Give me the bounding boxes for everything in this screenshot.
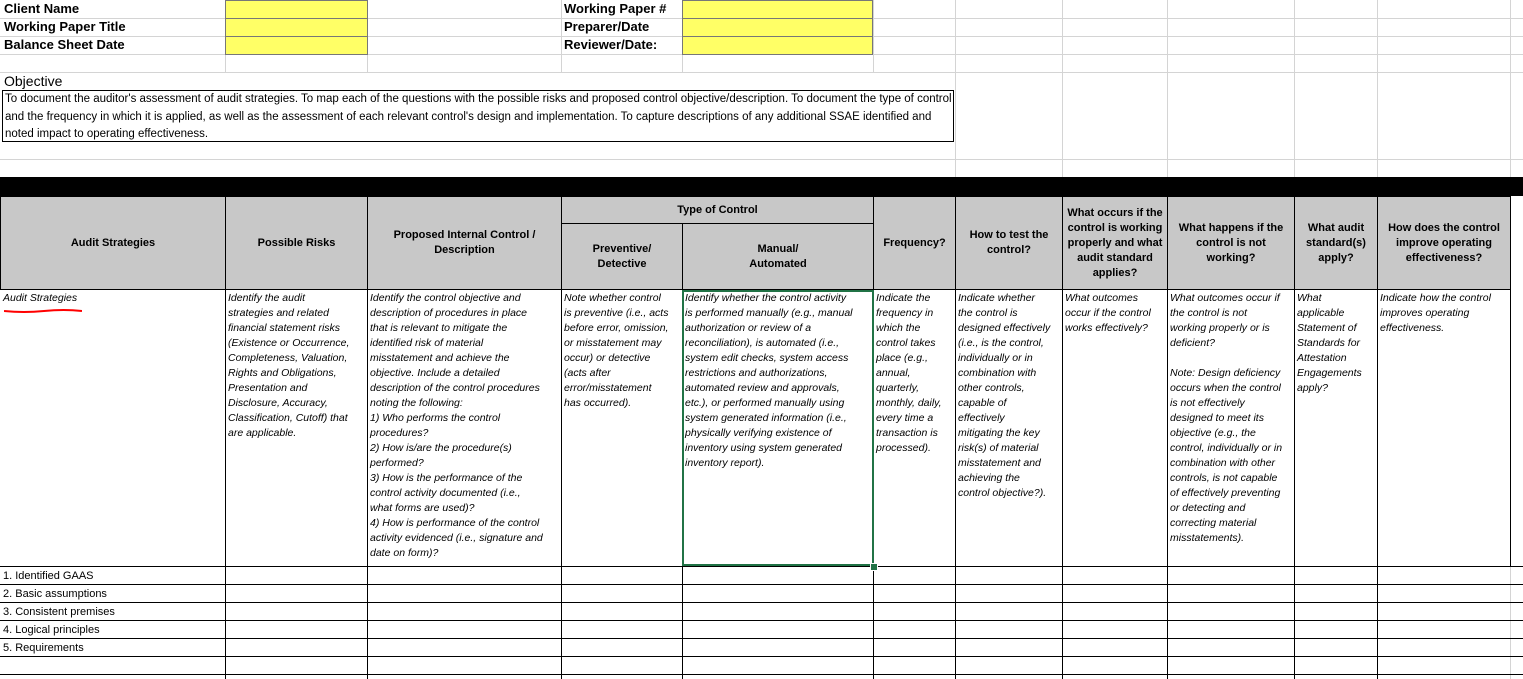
col-header-proposed-control[interactable]: Proposed Internal Control / Description (367, 196, 562, 290)
preparer-date-input[interactable] (682, 18, 873, 37)
objective-title: Objective (4, 73, 63, 89)
guidance-possible-risks[interactable]: Identify the audit strategies and related financial statement risks (Existence or Occurrence, Completeness, Valuation, Rights and Obligations, Presentation and Disclosure, Accuracy, Classification, Cutoff) that are applicable. (225, 290, 368, 566)
guidance-what-happens[interactable]: What outcomes occur if the control is not working properly or is deficient? Note: Design deficiency occurs when the control is not effectively designed to meet its objective (e.g., the control, individually or in combination with other controls, is not capable of effectively preventing or detecting and correcting material misstatements). (1167, 290, 1295, 566)
guidance-proposed-control[interactable]: Identify the control objective and description of procedures in place that is relevant to mitigate the identified risk of material misstatement and achieve the objective. Include a detailed description of the control procedures noting the following: 1) Who performs the control procedures? 2) How is/are the procedure(s) performed? 3) How is the performance of the control activity documented (i.e., what forms are used)? 4) How is performance of the control activity evidenced (i.e., signature and date on form)? (367, 290, 562, 566)
balance-sheet-date-input[interactable] (225, 36, 368, 55)
guidance-how-to-test[interactable]: Indicate whether the control is designed effectively (i.e., is the control, individually or in combination with other controls, capable of effectively mitigating the key risk(s) of material misstatement and achieving the control objective?). (955, 290, 1063, 566)
col-header-what-happens[interactable]: What happens if the control is not working? (1167, 196, 1295, 290)
col-header-type-of-control[interactable]: Type of Control (561, 196, 874, 224)
table-row-label[interactable]: 5. Requirements (0, 638, 225, 656)
guidance-audit-strategies[interactable]: Audit Strategies (0, 290, 226, 566)
client-name-label: Client Name (4, 1, 80, 16)
guidance-improve-effectiveness[interactable]: Indicate how the control improves operating effectiveness. (1377, 290, 1511, 566)
col-header-how-to-test[interactable]: How to test the control? (955, 196, 1063, 290)
balance-sheet-date-label: Balance Sheet Date (4, 37, 125, 52)
table-row-label[interactable]: 2. Basic assumptions (0, 584, 225, 602)
col-header-manual-automated[interactable]: Manual/ Automated (682, 223, 874, 290)
section-divider-bar (0, 177, 1523, 196)
preparer-date-label: Preparer/Date (564, 19, 650, 34)
table-row-label[interactable]: 1. Identified GAAS (0, 566, 225, 584)
working-paper-number-input[interactable] (682, 0, 873, 19)
client-name-input[interactable] (225, 0, 368, 19)
guidance-what-occurs[interactable]: What outcomes occur if the control works effectively? (1062, 290, 1168, 566)
guidance-frequency[interactable]: Indicate the frequency in which the control takes place (e.g., annual, quarterly, monthly, daily, every time a transaction is processed). (873, 290, 956, 566)
col-header-what-occurs[interactable]: What occurs if the control is working properly and what audit standard applies? (1062, 196, 1168, 290)
guidance-preventive-detective[interactable]: Note whether control is preventive (i.e., acts before error, omission, or misstatement may occur) or detective (acts after error/misstatement has occurred). (561, 290, 683, 566)
reviewer-date-input[interactable] (682, 36, 873, 55)
col-header-possible-risks[interactable]: Possible Risks (225, 196, 368, 290)
reviewer-date-label: Reviewer/Date: (564, 37, 658, 52)
col-header-frequency[interactable]: Frequency? (873, 196, 956, 290)
table-row-label[interactable]: 4. Logical principles (0, 620, 225, 638)
objective-text[interactable]: To document the auditor's assessment of audit strategies. To map each of the questions with the possible risks and proposed control objective/description. To document the type of control and the frequency in which it is applied, as well as the assessment of each relevant control's design and implementation. To capture descriptions of any additional SSAE identified and noted impact to operating effectiveness. (2, 90, 954, 142)
guidance-audit-standards[interactable]: What applicable Statement of Standards for Attestation Engagements apply? (1294, 290, 1378, 566)
col-header-improve-effectiveness[interactable]: How does the control improve operating effectiveness? (1377, 196, 1511, 290)
spellcheck-underline (4, 308, 82, 314)
working-paper-title-input[interactable] (225, 18, 368, 37)
working-paper-title-label: Working Paper Title (4, 19, 126, 34)
col-header-preventive-detective[interactable]: Preventive/ Detective (561, 223, 683, 290)
guidance-manual-automated[interactable]: Identify whether the control activity is performed manually (e.g., manual authorization or review of a reconciliation), is automated (i.e., system edit checks, system access restrictions and authorizations, automated review and approvals, etc.), or performed manually using system generated information (i.e., physically verifying existence of inventory using system generated inventory report). (682, 290, 874, 566)
working-paper-number-label: Working Paper # (564, 1, 667, 16)
table-row-label[interactable]: 3. Consistent premises (0, 602, 225, 620)
col-header-audit-strategies[interactable]: Audit Strategies (0, 196, 226, 290)
col-header-audit-standards[interactable]: What audit standard(s) apply? (1294, 196, 1378, 290)
